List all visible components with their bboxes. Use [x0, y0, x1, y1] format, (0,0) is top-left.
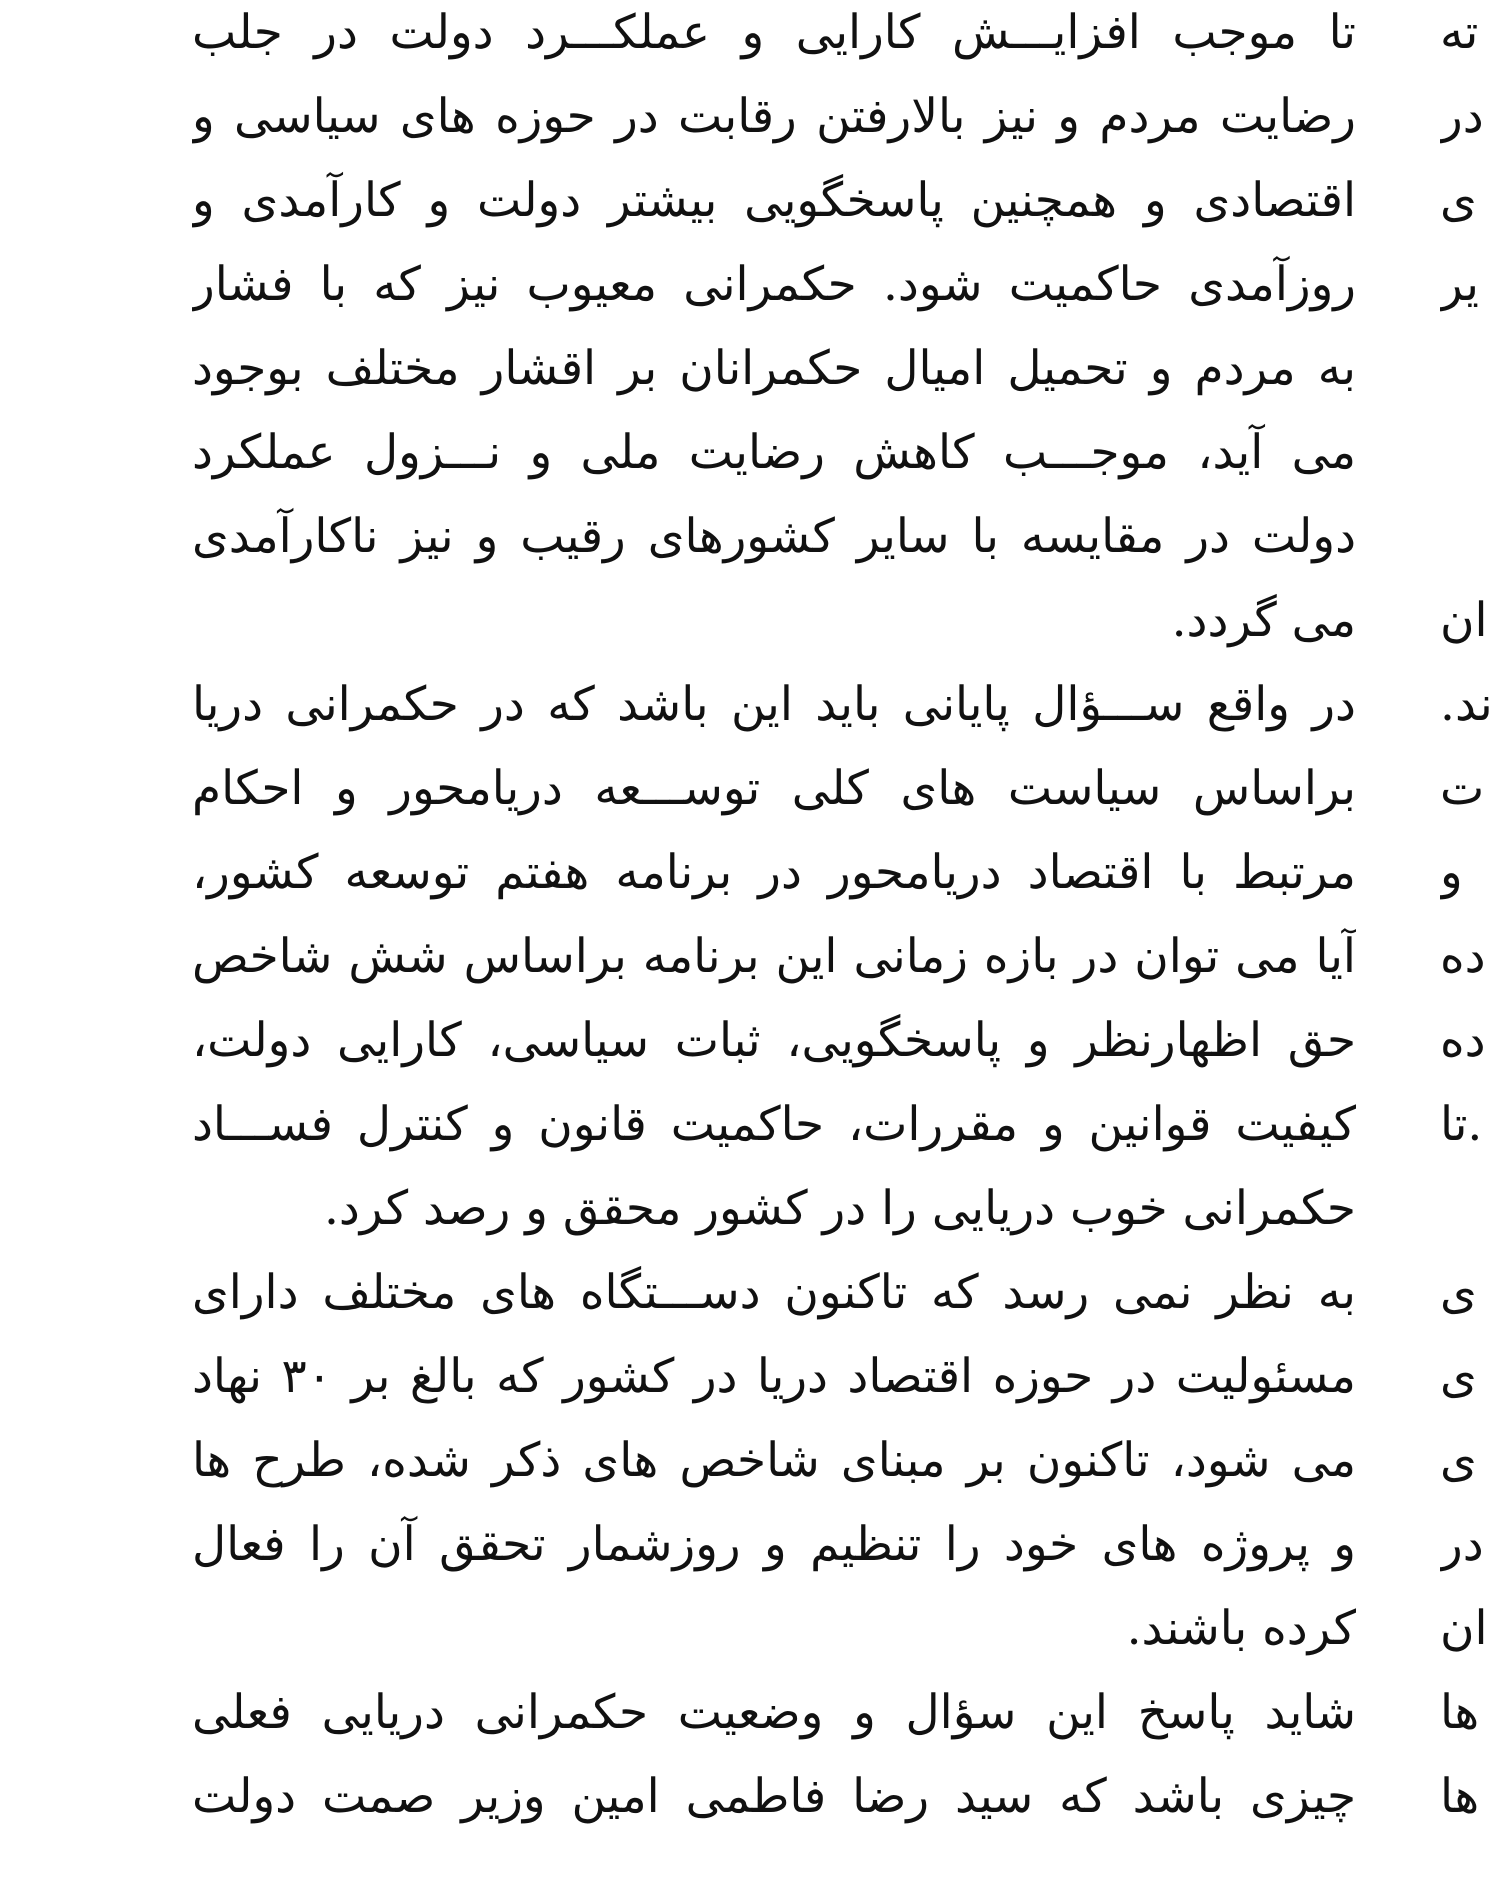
text-line: رضایت مردم و نیز بالارفتن رقابت در حوزه های سیاسی و	[192, 89, 1356, 144]
text-line: مسئولیت در حوزه اقتصاد دریا در کشور که بالغ بر ۳۰ نهاد	[192, 1349, 1356, 1404]
side-text-fragment: ی	[1440, 1265, 1477, 1320]
text-line: به نظر نمی رسد که تاکنون دســـتگاه های مختلف دارای	[192, 1265, 1356, 1320]
text-line: براساس سیاست های کلی توســـعه دریامحور و احکام	[192, 761, 1356, 816]
text-line: دولت در مقایسه با سایر کشورهای رقیب و نیز ناکارآمدی	[192, 509, 1356, 564]
side-text-fragment: ده	[1440, 1013, 1486, 1068]
side-text-fragment: ان	[1440, 593, 1488, 648]
text-line: و پروژه های خود را تنظیم و روزشمار تحقق آن را فعال	[192, 1517, 1356, 1572]
side-text-fragment: ی	[1440, 1349, 1477, 1404]
side-text-fragment: یر	[1440, 257, 1480, 312]
side-text-fragment: ان	[1440, 1601, 1488, 1656]
text-line: کیفیت قوانین و مقررات، حاکمیت قانون و کنترل فســـاد	[192, 1097, 1356, 1152]
side-text-fragment: ند.	[1440, 677, 1493, 732]
side-text-fragment: ده	[1440, 929, 1486, 984]
side-text-fragment: در	[1440, 89, 1484, 144]
text-line: تا موجب افزایـــش کارایی و عملکـــرد دولت در جلب	[192, 5, 1356, 60]
text-line: شاید پاسخ این سؤال و وضعیت حکمرانی دریایی فعلی	[192, 1685, 1356, 1740]
side-text-fragment: ته	[1440, 5, 1479, 60]
text-line: به مردم و تحمیل امیال حکمرانان بر اقشار مختلف بوجود	[192, 341, 1356, 396]
text-line: حق اظهارنظر و پاسخگویی، ثبات سیاسی، کارایی دولت،	[192, 1013, 1356, 1068]
text-line: اقتصادی و همچنین پاسخگویی بیشتر دولت و کارآمدی و	[192, 173, 1356, 228]
text-line: حکمرانی خوب دریایی را در کشور محقق و رصد کرد.	[323, 1181, 1356, 1236]
adjacent-column-fragment	[1440, 0, 1500, 1887]
text-line: می آید، موجـــب کاهش رضایت ملی و نـــزول عملکرد	[192, 425, 1356, 480]
side-text-fragment: ها	[1440, 1685, 1480, 1740]
text-line: چیزی باشد که سید رضا فاطمی امین وزیر صمت دولت	[192, 1769, 1356, 1824]
text-line: می شود، تاکنون بر مبنای شاخص های ذکر شده، طرح ها	[192, 1433, 1356, 1488]
text-line: روزآمدی حاکمیت شود. حکمرانی معیوب نیز که با فشار	[192, 257, 1356, 312]
side-text-fragment: ی	[1440, 1433, 1477, 1488]
side-text-fragment: .تا	[1440, 1097, 1483, 1152]
text-line: مرتبط با اقتصاد دریامحور در برنامه هفتم توسعه کشور،	[192, 845, 1356, 900]
side-text-fragment: در	[1440, 1517, 1484, 1572]
text-line: در واقع ســـؤال پایانی باید این باشد که در حکمرانی دریا	[192, 677, 1356, 732]
text-line: می گردد.	[1171, 593, 1356, 648]
side-text-fragment: ی	[1440, 173, 1477, 228]
side-text-fragment: ت	[1440, 761, 1485, 816]
side-text-fragment: و	[1440, 845, 1463, 900]
text-line: کرده باشند.	[1126, 1601, 1356, 1656]
side-text-fragment: ها	[1440, 1769, 1480, 1824]
text-line: آیا می توان در بازه زمانی این برنامه براساس شش شاخص	[192, 929, 1356, 984]
